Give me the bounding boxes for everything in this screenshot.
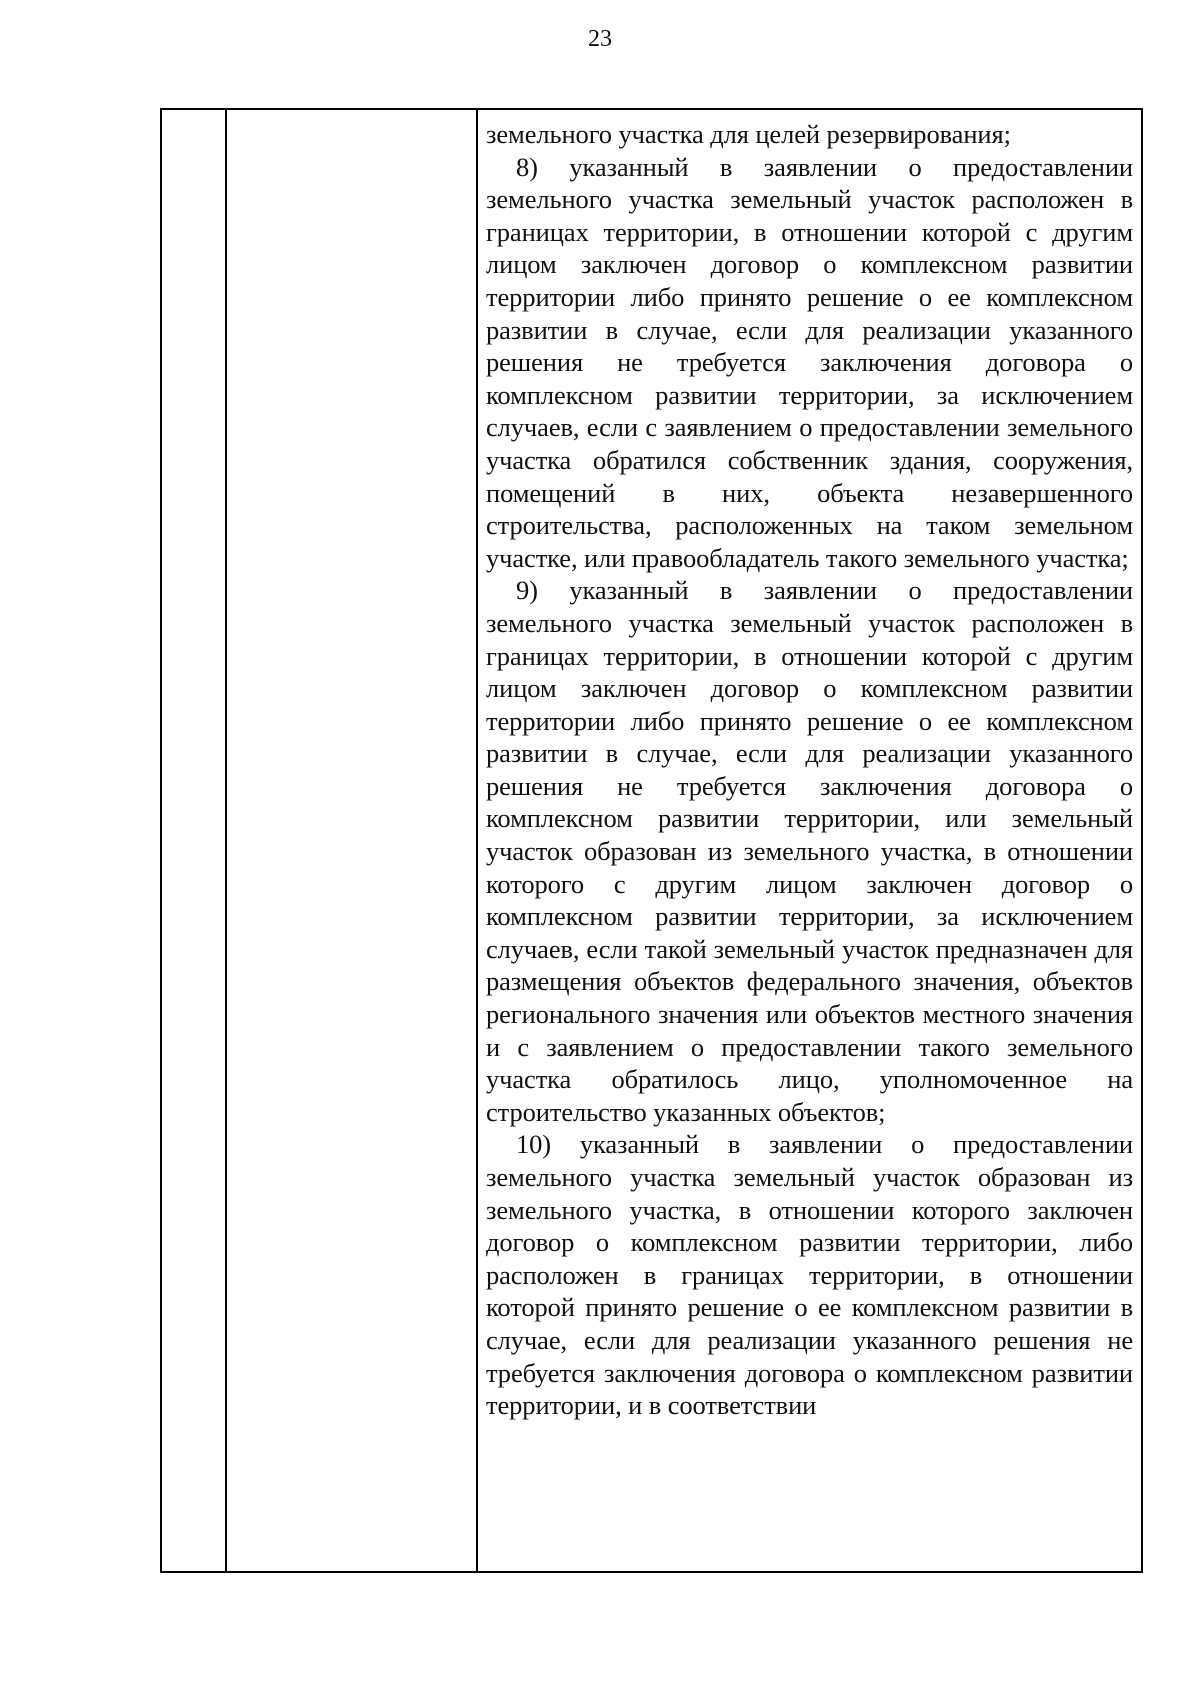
page-number: 23 [588,26,612,52]
document-table [160,108,1143,1573]
table-column-title [227,110,478,1571]
paragraph-item-8: 8) указанный в заявлении о предоставлении земельного участка земельный участок расположен в границах территории, в отношении которой с другим лицом заключен договор о комплексном развитии территории либо принято решение о ее комплексном развитии в случае, если для реализации указанного решения не требуется заключения договора о комплексном развитии территории, за исключением случаев, если с заявлением о предоставлении земельного участка обратился собственник здания, сооружения, помещений в них, объекта незавершенного строительства, расположенных на таком земельном участке, или правообладатель такого земельного участка; [486,151,1133,573]
table-column-number [162,110,227,1571]
paragraph-continuation: земельного участка для целей резервирования; [486,119,1011,149]
paragraph-item-9: 9) указанный в заявлении о предоставлении земельного участка земельный участок расположен в границах территории, в отношении которой с другим лицом заключен договор о комплексном развитии территории либо принято решение о ее комплексном развитии в случае, если для реализации указанного решения не требуется заключения договора о комплексном развитии территории, или земельный участок образован из земельного участка, в отношении которого с другим лицом заключен договор о комплексном развитии территории, за исключением случаев, если такой земельный участок предназначен для размещения объектов федерального значения, объектов регионального значения или объектов местного значения и с заявлением о предоставлении такого земельного участка обратилось лицо, уполномоченное на строительство указанных объектов; [486,575,1133,1127]
table-column-content [478,110,1141,1571]
paragraph-item-10: 10) указанный в заявлении о предоставлении земельного участка земельный участок образован из земельного участка, в отношении которого заключен договор о комплексном развитии территории, либо расположен в границах территории, в отношении которой принято решение о ее комплексном развитии в случае, если для реализации указанного решения не требуется заключения договора о комплексном развитии территории, и в соответствии [486,1129,1133,1421]
